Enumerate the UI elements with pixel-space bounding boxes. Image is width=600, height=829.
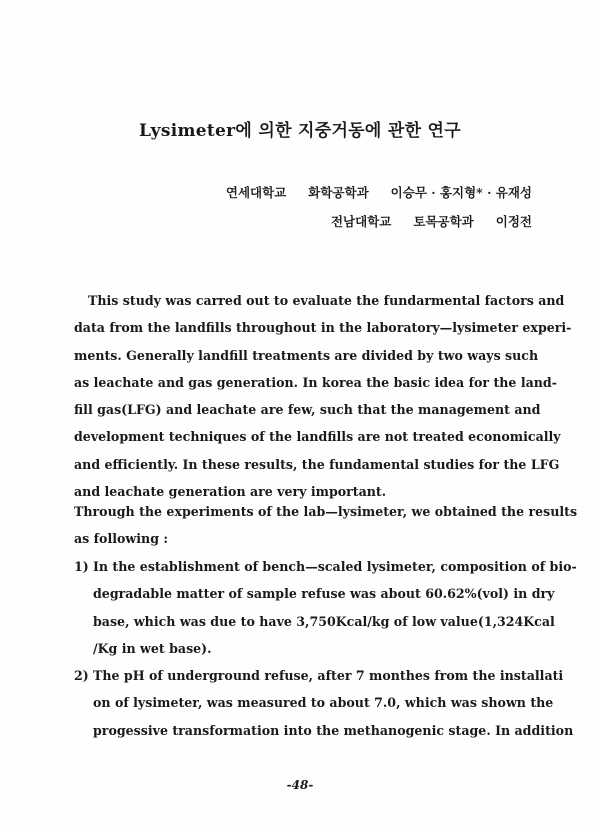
item-content xyxy=(93,553,577,662)
text-line: progessive transformation into the methanogenic stage. In addition xyxy=(93,722,574,738)
abstract-paragraph-2 xyxy=(74,498,578,553)
text-line: fill gas(LFG) and leachate are few, such that the management and xyxy=(74,402,541,418)
department-name: 토목공학과 xyxy=(413,214,474,229)
text-line: on of lysimeter, was measured to about 7.0, which was shown the xyxy=(93,695,554,711)
text-line: degradable matter of sample refuse was about 60.62%(vol) in dry xyxy=(93,586,555,602)
author-affiliation-2 xyxy=(331,212,532,230)
result-item-2 xyxy=(74,662,574,744)
author-affiliation-1 xyxy=(226,183,532,201)
text-line: In the establishment of bench—scaled lysimeter, composition of bio- xyxy=(93,559,577,574)
text-line: ments. Generally landfill treatments are divided by two ways such xyxy=(74,347,539,363)
page-number: -48- xyxy=(286,778,314,792)
abstract-paragraph-1 xyxy=(74,287,572,505)
author-names: 이승무 · 홍지형* · 유재성 xyxy=(390,185,532,200)
text-line: /Kg in wet base). xyxy=(93,640,212,656)
text-line: development techniques of the landfills are not treated economically xyxy=(74,429,561,445)
text-line: data from the landfills throughout in the laboratory—lysimeter experi- xyxy=(74,320,572,336)
institution-name: 연세대학교 xyxy=(225,185,287,200)
text-line: Through the experiments of the lab—lysimeter, we obtained the results xyxy=(74,504,578,519)
item-marker: 1) xyxy=(74,559,89,574)
text-line: and efficiently. In these results, the fundamental studies for the LFG xyxy=(74,456,560,472)
paper-title: Lysimeter에 의한 지중거동에 관한 연구 xyxy=(139,121,461,141)
text-line: The pH of underground refuse, after 7 monthes from the installati xyxy=(93,668,564,683)
text-line: and leachate generation are very important. xyxy=(74,484,387,500)
institution-name: 전남대학교 xyxy=(330,214,392,229)
result-item-1 xyxy=(74,553,577,662)
item-content xyxy=(93,662,574,744)
item-marker: 2) xyxy=(74,668,89,683)
text-line: base, which was due to have 3,750Kcal/kg of low value(1,324Kcal xyxy=(93,613,555,629)
department-name: 화학공학과 xyxy=(308,185,369,200)
text-line: as following : xyxy=(74,531,169,547)
author-names: 이정전 xyxy=(495,214,532,229)
text-line: This study was carred out to evaluate the fundarmental factors and xyxy=(88,293,565,308)
text-line: as leachate and gas generation. In korea the basic idea for the land- xyxy=(74,374,557,390)
